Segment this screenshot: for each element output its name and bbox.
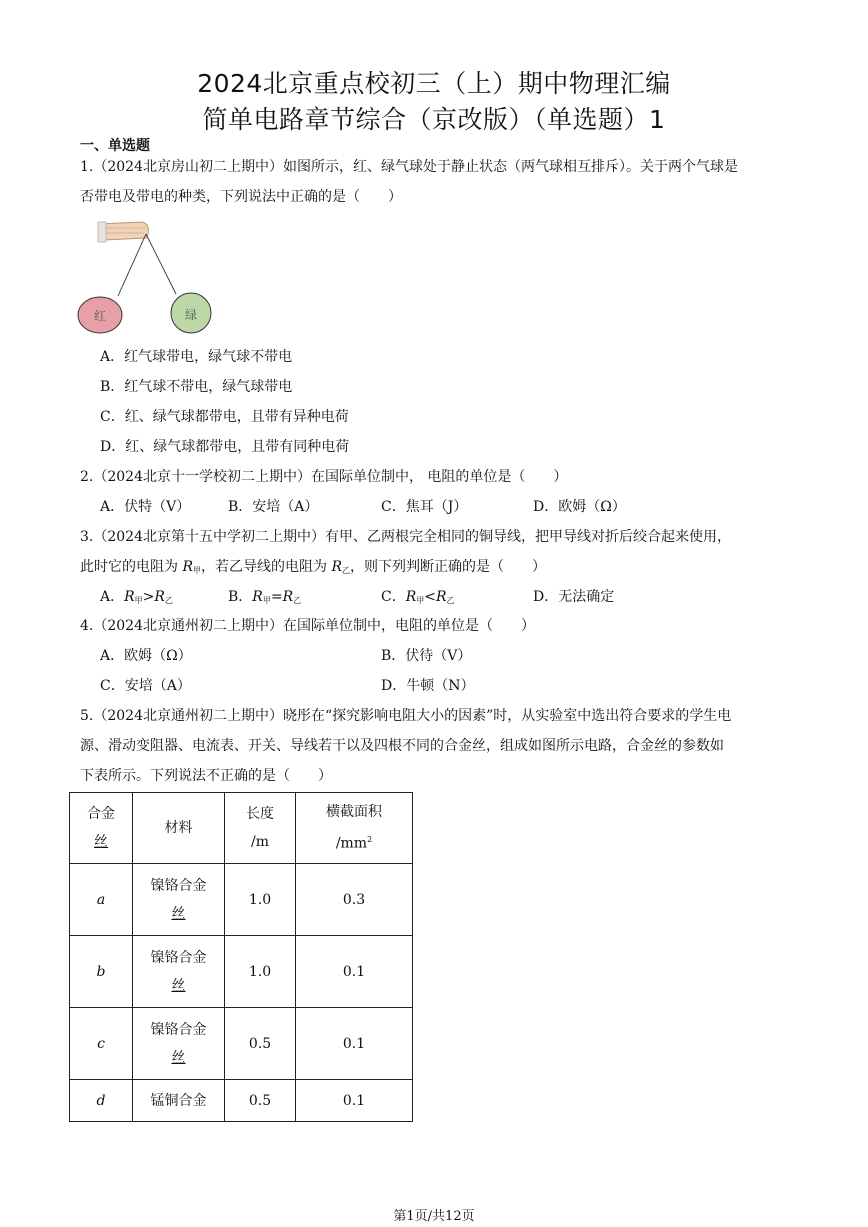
alloy-parameters-table [69,792,413,1122]
q4-option-d: D．牛顿（N） [381,678,475,694]
table-row [70,1008,413,1080]
cell-id: d [70,1080,133,1122]
table-header-row [70,793,413,864]
q5-stem-line2: 源、滑动变阻器、电流表、开关、导线若干以及四根不同的合金丝，组成如图所示电路，合金丝的参数如 [80,738,724,754]
q4-option-b: B．伏待（V） [381,648,472,664]
q1-option-c: C．红、绿气球都带电，且带有异种电荷 [100,409,349,425]
green-balloon-label: 绿 [185,308,198,322]
q3-option-d: D．无法确定 [533,589,615,605]
cell-area: 0.3 [296,864,413,936]
cell-length: 1.0 [225,936,296,1008]
hand-icon [98,222,148,242]
q2-option-b: B．安培（A） [228,499,319,515]
q3-stem-line1: 3.（2024北京第十五中学初二上期中）有甲、乙两根完全相同的铜导线，把甲导线对折后绞合起来使用， [80,529,731,545]
cell-area: 0.1 [296,1008,413,1080]
cell-area: 0.1 [296,1080,413,1122]
q1-stem-line2: 否带电及带电的种类，下列说法中正确的是（ ） [80,189,402,205]
q2-option-a: A．伏特（V） [100,499,191,515]
q4-option-a: A．欧姆（Ω） [100,648,192,664]
red-string [118,234,146,296]
table-row [70,1080,413,1122]
q3-option-a: A．$R_甲>R_乙$ [100,589,173,605]
section-heading: 一、单选题 [80,138,150,154]
cell-id: a [70,864,133,936]
page-footer: 第1页/共12页 [393,1209,475,1224]
q5-stem-line3: 下表所示。下列说法不正确的是（ ） [80,768,332,784]
q1-option-a: A．红气球带电，绿气球不带电 [100,349,293,365]
header-length: 长度 /m [225,793,296,864]
header-area: 横截面积 $/mm^2$ [296,793,413,864]
table-row [70,936,413,1008]
q1-option-d: D．红、绿气球都带电，且带有同种电荷 [100,439,350,455]
cell-id: c [70,1008,133,1080]
q4-stem: 4.（2024北京通州初二上期中）在国际单位制中，电阻的单位是（ ） [80,618,535,634]
cell-material: 镍铬合金 丝 [133,936,225,1008]
header-wire: 合金 丝 [70,793,133,864]
document-title-line2: 简单电路章节综合（京改版）（单选题）1 [202,105,666,134]
green-string [146,234,176,294]
balloons-figure [76,214,226,339]
q4-option-c: C．安培（A） [100,678,191,694]
q3-option-b: B．$R_甲=R_乙$ [228,589,302,605]
header-material: 材料 [133,793,225,864]
cell-length: 0.5 [225,1008,296,1080]
q5-stem-line1: 5.（2024北京通州初二上期中）晓彤在“探究影响电阻大小的因素”时，从实验室中选出符合要求的学生电 [80,708,732,724]
cell-material: 镍铬合金 丝 [133,1008,225,1080]
table-row [70,864,413,936]
cell-area: 0.1 [296,936,413,1008]
q1-stem-line1: 1.（2024北京房山初二上期中）如图所示，红、绿气球处于静止状态（两气球相互排斥）。关于两个气球是 [80,159,738,175]
q2-stem: 2.（2024北京十一学校初二上期中）在国际单位制中， 电阻的单位是（ ） [80,469,568,485]
document-title-line1: 2024北京重点校初三（上）期中物理汇编 [197,69,671,98]
q2-option-d: D．欧姆（Ω） [533,499,626,515]
q3-stem-line2: 此时它的电阻为 $R_甲$，若乙导线的电阻为 $R_乙$，则下列判断正确的是（ ） [80,559,546,575]
q3-option-c: C．$R_甲<R_乙$ [381,589,455,605]
cell-material: 镍铬合金 丝 [133,864,225,936]
cell-length: 0.5 [225,1080,296,1122]
q1-option-b: B．红气球不带电，绿气球带电 [100,379,293,395]
cell-material: 锰铜合金 [133,1080,225,1122]
cell-length: 1.0 [225,864,296,936]
q2-option-c: C．焦耳（J） [381,499,468,515]
cell-id: b [70,936,133,1008]
red-balloon-label: 红 [94,309,107,323]
